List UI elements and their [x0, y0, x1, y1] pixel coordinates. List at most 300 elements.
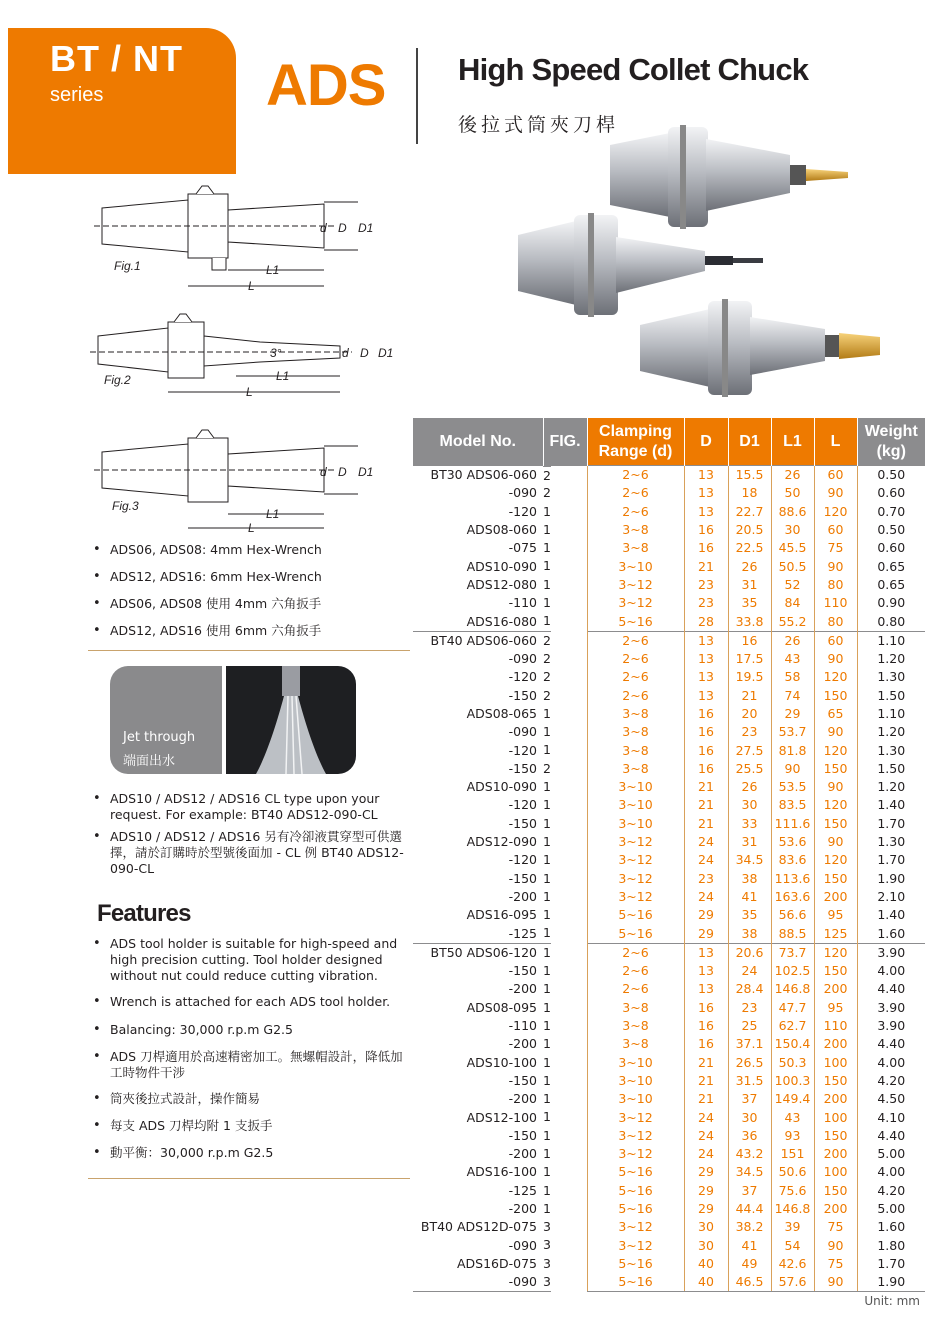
jet-label-panel — [110, 666, 222, 774]
table-cell: 200 — [814, 1145, 857, 1163]
table-cell: 90 — [814, 1236, 857, 1254]
table-cell: 151 — [771, 1145, 814, 1163]
table-cell: -110 — [508, 595, 537, 611]
table-cell: 53.7 — [771, 723, 814, 741]
header-L: L — [814, 418, 857, 466]
table-cell: 3.90 — [857, 1017, 925, 1035]
table-cell: 41 — [728, 1236, 771, 1254]
table-cell: 36 — [728, 1127, 771, 1145]
table-cell: ADS10-090 — [466, 779, 537, 795]
table-cell: 200 — [814, 980, 857, 998]
table-cell: BT40 ADS12D-075 — [420, 1219, 537, 1235]
table-cell: 46.5 — [728, 1273, 771, 1292]
table-cell: 95 — [814, 999, 857, 1017]
section-divider — [88, 1178, 410, 1179]
table-row — [413, 1072, 925, 1090]
table-cell: -090 — [508, 724, 537, 740]
wrench-note: • ADS12, ADS16 使用 6mm 六角扳手 — [92, 623, 322, 639]
table-cell: 5~16 — [587, 1200, 684, 1218]
table-cell: 3~10 — [587, 1054, 684, 1072]
table-row — [413, 1145, 925, 1163]
table-row — [413, 1255, 925, 1273]
table-cell: BT40 ADS06-060 — [413, 631, 543, 650]
table-cell: 52 — [771, 576, 814, 594]
features-list — [92, 936, 410, 1161]
model-family-title: ADS — [266, 53, 386, 118]
table-cell: 31 — [728, 576, 771, 594]
table-cell: 44.4 — [728, 1200, 771, 1218]
table-cell: 4.00 — [857, 962, 925, 980]
product-subtitle: 後拉式筒夾刀桿 — [458, 114, 620, 136]
table-cell: 16 — [684, 1035, 728, 1053]
table-cell: 90 — [814, 723, 857, 741]
table-cell: 3~12 — [587, 851, 684, 869]
table-cell: 3.90 — [857, 943, 925, 962]
table-cell: 5~16 — [587, 924, 684, 943]
table-cell: 41 — [728, 888, 771, 906]
table-cell: 120 — [814, 503, 857, 521]
table-cell: 1 — [543, 797, 551, 813]
table-cell: 16 — [684, 999, 728, 1017]
table-cell: 24 — [684, 1108, 728, 1126]
table-cell: 13 — [684, 466, 728, 485]
table-cell: 24 — [684, 1127, 728, 1145]
table-cell: -150 — [508, 760, 537, 776]
table-cell: 120 — [814, 943, 857, 962]
feature-item: • Wrench is attached for each ADS tool holder. — [92, 994, 410, 1010]
table-cell: 37 — [728, 1090, 771, 1108]
table-cell: 21 — [684, 1054, 728, 1072]
product-photo — [500, 125, 900, 405]
table-cell: 16 — [684, 705, 728, 723]
table-cell: 84 — [771, 594, 814, 612]
figure-3-drawing — [94, 422, 394, 534]
table-cell: 38 — [728, 924, 771, 943]
table-cell: 90 — [814, 1273, 857, 1292]
table-cell: 1.70 — [857, 815, 925, 833]
table-cell: BT30 ADS06-060 — [413, 466, 543, 485]
table-cell: -125 — [508, 925, 537, 941]
table-row — [413, 1035, 925, 1053]
product-title: High Speed Collet Chuck — [458, 52, 809, 87]
table-cell: 0.60 — [857, 484, 925, 502]
table-cell: 24 — [684, 833, 728, 851]
table-cell: 4.20 — [857, 1072, 925, 1090]
table-cell: 1 — [543, 595, 551, 611]
table-row — [413, 943, 925, 962]
table-cell: 1.60 — [857, 924, 925, 943]
table-row — [413, 778, 925, 796]
table-cell: 16 — [684, 723, 728, 741]
table-cell: 1.40 — [857, 796, 925, 814]
fig2-L1-label: L1 — [276, 369, 290, 383]
table-header-row — [413, 418, 925, 466]
table-cell: 2~6 — [587, 943, 684, 962]
table-cell: 3~12 — [587, 1145, 684, 1163]
table-cell: 100 — [814, 1163, 857, 1181]
table-cell: 34.5 — [728, 851, 771, 869]
table-cell: 1 — [543, 907, 551, 923]
table-cell: 5~16 — [587, 1255, 684, 1273]
table-cell: 1 — [543, 981, 551, 997]
table-cell: 3~12 — [587, 1127, 684, 1145]
table-cell: 2 — [543, 631, 551, 650]
table-cell: 0.50 — [857, 466, 925, 485]
table-cell: -200 — [508, 888, 537, 904]
table-cell: 163.6 — [771, 888, 814, 906]
table-cell: 90 — [814, 833, 857, 851]
table-cell: 1 — [543, 1109, 551, 1125]
table-cell: 102.5 — [771, 962, 814, 980]
table-cell: 2~6 — [587, 668, 684, 686]
table-cell: 100 — [814, 1108, 857, 1126]
table-cell: 21 — [684, 796, 728, 814]
table-cell: 200 — [814, 1035, 857, 1053]
fig3-D1-label: D1 — [358, 465, 374, 479]
table-cell: 29 — [684, 924, 728, 943]
table-cell: 30 — [728, 1108, 771, 1126]
table-row — [413, 723, 925, 741]
table-cell: -075 — [508, 540, 537, 556]
table-cell: -150 — [508, 963, 537, 979]
table-row — [413, 503, 925, 521]
table-cell: 27.5 — [728, 741, 771, 759]
table-cell: -120 — [508, 669, 537, 685]
table-cell: 5~16 — [587, 906, 684, 924]
table-cell: 50.3 — [771, 1054, 814, 1072]
table-cell: 65 — [814, 705, 857, 723]
table-row — [413, 1236, 925, 1254]
table-cell: 22.7 — [728, 503, 771, 521]
table-cell: 26 — [771, 466, 814, 485]
feature-item: • Balancing: 30,000 r.p.m G2.5 — [92, 1022, 410, 1038]
table-cell: 4.50 — [857, 1090, 925, 1108]
jet-photo — [226, 666, 356, 774]
fig3-caption: Fig.3 — [112, 499, 139, 513]
table-cell: 3~12 — [587, 576, 684, 594]
table-cell: 4.00 — [857, 1163, 925, 1181]
table-cell: 150 — [814, 1127, 857, 1145]
table-cell: ADS12-100 — [466, 1109, 537, 1125]
fig2-caption: Fig.2 — [104, 373, 131, 387]
table-cell: 0.80 — [857, 612, 925, 631]
table-row — [413, 1017, 925, 1035]
table-cell: 200 — [814, 1200, 857, 1218]
table-cell: 3~12 — [587, 594, 684, 612]
table-cell: 13 — [684, 980, 728, 998]
fig3-d-label: d — [320, 465, 327, 479]
table-cell: 110 — [814, 1017, 857, 1035]
table-cell: 45.5 — [771, 539, 814, 557]
table-cell: 53.6 — [771, 833, 814, 851]
table-cell: 3~10 — [587, 557, 684, 575]
table-cell: 20.6 — [728, 943, 771, 962]
table-cell: 110 — [814, 594, 857, 612]
table-cell: 3.90 — [857, 999, 925, 1017]
table-cell: 1.30 — [857, 668, 925, 686]
table-cell: 42.6 — [771, 1255, 814, 1273]
table-cell: 1 — [543, 1164, 551, 1180]
table-cell: 56.6 — [771, 906, 814, 924]
table-cell: 1 — [543, 503, 551, 519]
fig1-D1-label: D1 — [358, 221, 374, 235]
table-cell: 1 — [543, 870, 551, 886]
table-cell: ADS12-090 — [466, 834, 537, 850]
table-cell: 29 — [684, 1200, 728, 1218]
table-cell: 26 — [728, 557, 771, 575]
section-divider — [88, 650, 410, 651]
table-cell: 31 — [728, 833, 771, 851]
table-cell: 15.5 — [728, 466, 771, 485]
table-cell: 4.10 — [857, 1108, 925, 1126]
wrench-notes — [92, 542, 322, 639]
table-cell: 58 — [771, 668, 814, 686]
table-cell: 49 — [728, 1255, 771, 1273]
table-cell: 16 — [728, 631, 771, 650]
table-cell: 200 — [814, 1090, 857, 1108]
table-cell: 2 — [543, 650, 551, 666]
table-cell: 1 — [543, 833, 551, 849]
table-row — [413, 612, 925, 631]
table-cell: 20 — [728, 705, 771, 723]
table-cell: 37.1 — [728, 1035, 771, 1053]
series-subtitle: series — [50, 84, 104, 106]
table-cell: ADS10-090 — [466, 558, 537, 574]
fig3-D-label: D — [338, 465, 347, 479]
table-cell: 120 — [814, 851, 857, 869]
table-cell: -120 — [508, 503, 537, 519]
table-cell: 0.65 — [857, 576, 925, 594]
table-row — [413, 760, 925, 778]
table-cell: 1 — [543, 1054, 551, 1070]
table-cell: 2~6 — [587, 962, 684, 980]
table-row — [413, 741, 925, 759]
header-D1: D1 — [728, 418, 771, 466]
table-cell: 1 — [543, 943, 551, 962]
table-cell: 83.6 — [771, 851, 814, 869]
table-cell: 1.30 — [857, 833, 925, 851]
table-cell: 3~10 — [587, 778, 684, 796]
table-cell: 2 — [543, 485, 551, 501]
jet-through-panel — [110, 666, 356, 774]
table-cell: 3 — [543, 1237, 551, 1253]
table-row — [413, 980, 925, 998]
table-cell: 3~12 — [587, 888, 684, 906]
table-cell: -200 — [508, 1201, 537, 1217]
table-cell: 13 — [684, 484, 728, 502]
table-cell: 47.7 — [771, 999, 814, 1017]
table-cell: ADS08-065 — [466, 706, 537, 721]
table-row — [413, 1218, 925, 1236]
header-weight: Weight (kg) — [857, 418, 925, 466]
table-row — [413, 650, 925, 668]
table-cell: 3 — [543, 1219, 551, 1235]
table-cell: 23 — [728, 723, 771, 741]
table-cell: 3~8 — [587, 1035, 684, 1053]
table-cell: 3~8 — [587, 705, 684, 723]
table-cell: BT50 ADS06-120 — [413, 943, 543, 962]
table-cell: 23 — [684, 594, 728, 612]
table-cell: ADS16-100 — [466, 1164, 537, 1180]
table-cell: 74 — [771, 687, 814, 705]
table-cell: ADS08-060 — [466, 522, 537, 538]
table-cell: 2~6 — [587, 631, 684, 650]
table-cell: 1 — [543, 963, 551, 979]
table-cell: 20.5 — [728, 521, 771, 539]
table-cell: 1 — [543, 576, 551, 592]
table-cell: 125 — [814, 924, 857, 943]
table-cell: ADS08-095 — [466, 999, 537, 1015]
table-cell: 88.5 — [771, 924, 814, 943]
table-row — [413, 1127, 925, 1145]
table-cell: 73.7 — [771, 943, 814, 962]
table-cell: 1.70 — [857, 851, 925, 869]
table-cell: 150 — [814, 962, 857, 980]
table-cell: 2~6 — [587, 484, 684, 502]
table-cell: 120 — [814, 668, 857, 686]
fig2-D1-label: D1 — [378, 346, 394, 360]
table-cell: -150 — [508, 687, 537, 703]
table-cell: 120 — [814, 741, 857, 759]
table-cell: 28 — [684, 612, 728, 631]
table-cell: 149.4 — [771, 1090, 814, 1108]
table-row — [413, 1182, 925, 1200]
table-cell: 0.50 — [857, 521, 925, 539]
table-cell: 35 — [728, 906, 771, 924]
table-row — [413, 668, 925, 686]
table-cell: 146.8 — [771, 980, 814, 998]
table-cell: 3~10 — [587, 1090, 684, 1108]
table-cell: 113.6 — [771, 870, 814, 888]
features-title: Features — [97, 900, 191, 927]
chuck-photo-1 — [610, 125, 848, 229]
table-cell: 33 — [728, 815, 771, 833]
table-cell: 54 — [771, 1236, 814, 1254]
table-cell: 88.6 — [771, 503, 814, 521]
table-cell: 18 — [728, 484, 771, 502]
table-cell: 1 — [543, 1182, 551, 1198]
table-cell: 16 — [684, 1017, 728, 1035]
table-cell: 16 — [684, 741, 728, 759]
table-cell: 13 — [684, 631, 728, 650]
table-cell: 13 — [684, 503, 728, 521]
table-cell: 1.30 — [857, 741, 925, 759]
table-cell: 43.2 — [728, 1145, 771, 1163]
table-cell: 50.5 — [771, 557, 814, 575]
table-cell: 3~8 — [587, 521, 684, 539]
table-cell: 5~16 — [587, 612, 684, 631]
table-cell: 4.00 — [857, 1054, 925, 1072]
table-cell: 1 — [543, 742, 551, 758]
table-cell: 3 — [543, 1273, 551, 1292]
table-cell: 2~6 — [587, 980, 684, 998]
table-cell: 5.00 — [857, 1145, 925, 1163]
fig1-L1-label: L1 — [266, 263, 280, 277]
table-cell: ADS16-080 — [466, 613, 537, 629]
table-cell: -200 — [508, 1091, 537, 1107]
table-cell: 200 — [814, 888, 857, 906]
table-cell: -150 — [508, 1072, 537, 1088]
table-cell: 1.40 — [857, 906, 925, 924]
table-cell: 23 — [728, 999, 771, 1017]
wrench-note: • ADS06, ADS08: 4mm Hex-Wrench — [92, 542, 322, 558]
table-cell: 150 — [814, 760, 857, 778]
table-cell: 1.20 — [857, 778, 925, 796]
table-cell: 4.40 — [857, 980, 925, 998]
feature-item: • 動平衡：30,000 r.p.m G2.5 — [92, 1145, 410, 1161]
table-cell: 90 — [814, 484, 857, 502]
header-fig: FIG. — [543, 418, 587, 466]
table-cell: 24 — [684, 1145, 728, 1163]
table-cell: 2.10 — [857, 888, 925, 906]
table-cell: 0.90 — [857, 594, 925, 612]
table-cell: 2~6 — [587, 466, 684, 485]
table-cell: 2~6 — [587, 650, 684, 668]
table-cell: 22.5 — [728, 539, 771, 557]
table-cell: 90 — [814, 650, 857, 668]
table-cell: 13 — [684, 943, 728, 962]
table-cell: 16 — [684, 539, 728, 557]
table-row — [413, 539, 925, 557]
table-cell: 1.50 — [857, 760, 925, 778]
table-cell: 75 — [814, 539, 857, 557]
table-cell: 30 — [684, 1218, 728, 1236]
table-cell: 146.8 — [771, 1200, 814, 1218]
table-cell: 29 — [684, 906, 728, 924]
table-cell: 3~8 — [587, 741, 684, 759]
table-cell: 2 — [543, 687, 551, 703]
table-row — [413, 1200, 925, 1218]
table-cell: 150 — [814, 1182, 857, 1200]
table-cell: -125 — [508, 1182, 537, 1198]
table-cell: -200 — [508, 1036, 537, 1052]
feature-item: • ADS tool holder is suitable for high-speed and high precision cutting. Tool holder designed without nut could reduce cutting vibration. — [92, 936, 410, 984]
table-cell: 55.2 — [771, 612, 814, 631]
table-row — [413, 833, 925, 851]
table-cell: 1 — [543, 779, 551, 795]
table-cell: 150 — [814, 1072, 857, 1090]
table-cell: 40 — [684, 1273, 728, 1292]
table-cell: 23 — [684, 870, 728, 888]
fig2-L-label: L — [246, 385, 253, 399]
table-row — [413, 870, 925, 888]
header-clamping-range: Clamping Range (d) — [587, 418, 684, 466]
table-cell: -150 — [508, 815, 537, 831]
table-cell: -200 — [508, 981, 537, 997]
table-cell: 0.70 — [857, 503, 925, 521]
table-cell: 1.70 — [857, 1255, 925, 1273]
table-cell: 16 — [684, 760, 728, 778]
table-cell: 150 — [814, 687, 857, 705]
table-row — [413, 687, 925, 705]
table-cell: 95 — [814, 906, 857, 924]
table-cell: 29 — [684, 1182, 728, 1200]
table-cell: 1.80 — [857, 1236, 925, 1254]
table-cell: 3~8 — [587, 760, 684, 778]
table-row — [413, 906, 925, 924]
table-cell: 13 — [684, 650, 728, 668]
table-row — [413, 705, 925, 723]
table-cell: 1 — [543, 724, 551, 740]
table-cell: 13 — [684, 668, 728, 686]
table-cell: 2 — [543, 669, 551, 685]
table-cell: 2 — [543, 466, 551, 485]
table-cell: 21 — [684, 1090, 728, 1108]
table-cell: 57.6 — [771, 1273, 814, 1292]
table-cell: 38.2 — [728, 1218, 771, 1236]
table-cell: ADS16D-075 — [456, 1255, 537, 1271]
table-cell: 0.60 — [857, 539, 925, 557]
